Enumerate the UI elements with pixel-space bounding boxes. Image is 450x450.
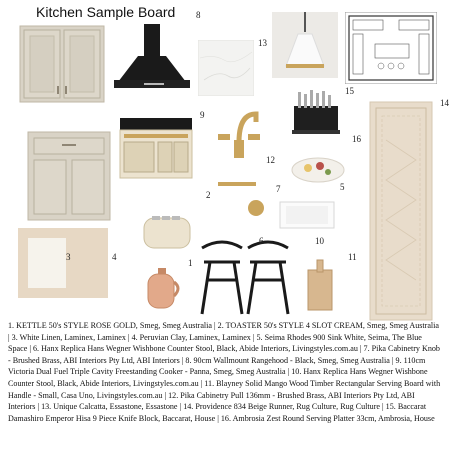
base-cabinet-image [26,130,112,224]
rangehood-image [110,24,195,94]
label-1: 1 [188,258,193,268]
label-4: 4 [112,252,117,262]
label-8: 8 [196,10,201,20]
label-6: 6 [259,236,264,246]
serving-platter-image [290,150,346,186]
floor-plan-image [345,12,437,84]
pendant-light-image [272,12,338,78]
label-14: 14 [440,98,449,108]
upper-cabinet-image [16,24,106,104]
item-list-caption: 1. KETTLE 50's STYLE ROSE GOLD, Smeg, Smeg Australia | 2. TOASTER 50's STYLE 4 SLOT CREAM, Smeg, Smeg Australia | 3. White Linen, Laminex, Laminex | 4. Peruvian Clay, Laminex, Laminex | 5. Seima Rhodes 900 Sink White, Seima, The Blue Space | 6. Hanx Replica Hans Wegner Wishbone Counter Stool, Black, Abide Interiors, Livingstyles.com.au | 7. Pika Cabinetry Knob - Brushed Brass, ABI Interiors Pty Ltd, ABI Interiors | 8. 90cm Wallmount Rangehood - Black, Smeg, Smeg Australia | 9. 110cm Victoria Dual Fuel Triple Cavity Freestanding Cooker - Panna, Smeg, Smeg Australia | 10. Hanx Replica Hans Wegner Wishbone Counter Stool, Black, Abide Interiors, Livingstyles.com.au | 11. Blayney Solid Mango Wood Timber Rectangular Serving Board with Handle - Small, Casa Uno, Livingstyles.com.au | 12. Pika Cabinetry Pull 136mm - Brushed Brass, ABI Interiors Pty Ltd, ABI Interiors | 13. Unique Calcatta, Essastone, Essastone | 14. Providence 834 Beige Runner, Rug Culture, Rug Culture | 15. Baccarat Damashiro Emperor Hisa 9 Piece Knife Block, Baccarat, House | 16. Ambrosia Zest Round Serving Platter 33cm, Ambrosia, House [8,321,441,423]
label-7: 7 [276,184,281,194]
label-9: 9 [200,110,205,120]
cabinet-pull-image [214,176,260,194]
knife-block-image [290,90,342,138]
label-13: 13 [258,38,267,48]
sink-image [276,196,338,234]
marble-sample-image [198,40,254,96]
counter-stools-image [196,236,292,316]
label-12: 12 [266,155,275,165]
label-11: 11 [348,252,357,262]
label-10: 10 [315,236,324,246]
kettle-image [142,262,182,312]
label-16: 16 [352,134,361,144]
brass-tap-image [210,100,268,160]
laminate-white-linen-sample [28,238,66,288]
serving-board-image [300,258,338,314]
label-15: 15 [345,86,354,96]
cabinet-knob-image [244,196,268,220]
label-5: 5 [340,182,345,192]
label-2: 2 [206,190,211,200]
cooker-image [118,116,194,180]
toaster-image [140,212,194,252]
runner-rug-image [366,100,436,322]
board-title: Kitchen Sample Board [36,4,176,20]
label-3: 3 [66,252,71,262]
